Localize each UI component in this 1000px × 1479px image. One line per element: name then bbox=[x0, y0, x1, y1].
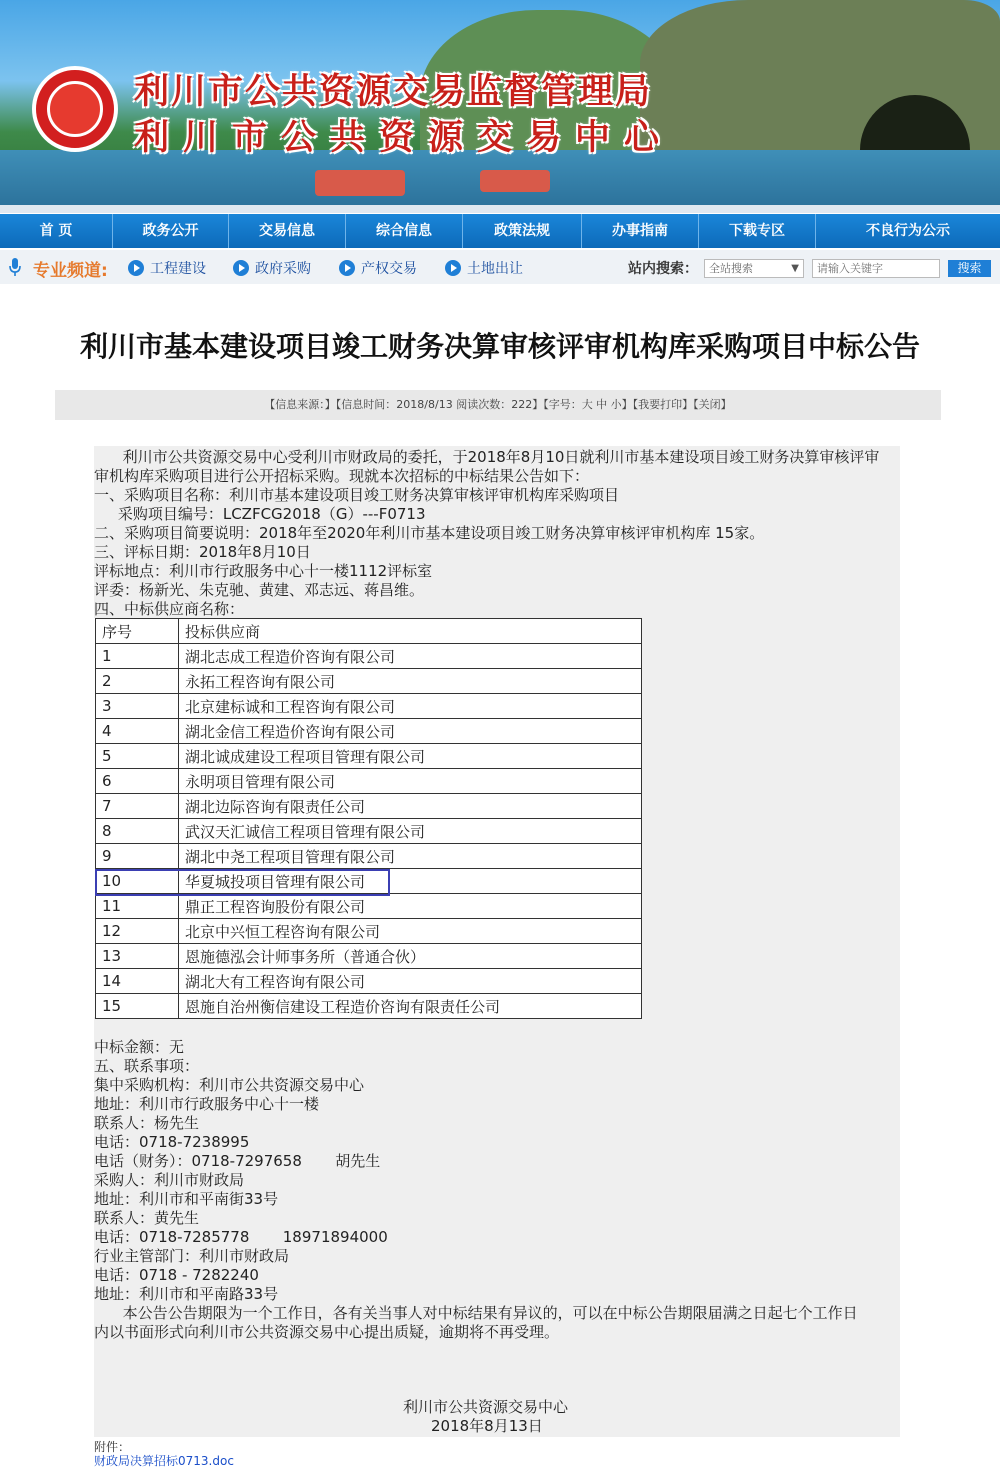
search-button[interactable]: 搜索 bbox=[948, 260, 991, 277]
channel-link-label: 产权交易 bbox=[361, 261, 417, 277]
channel-link-procurement[interactable] bbox=[233, 258, 311, 278]
search-scope-value: 全站搜索 bbox=[709, 262, 753, 275]
table-row bbox=[96, 944, 642, 969]
supplier-name: 恩施自治州衡信建设工程造价咨询有限责任公司 bbox=[179, 994, 642, 1019]
banner-stripe bbox=[0, 205, 1000, 213]
play-circle-icon bbox=[445, 260, 461, 276]
play-circle-icon bbox=[128, 260, 144, 276]
intro-line: 三、评标日期：2018年8月10日 bbox=[94, 543, 311, 561]
column-header-supplier: 投标供应商 bbox=[179, 619, 642, 644]
banner-title-center: 利川市公共资源交易中心 bbox=[134, 117, 674, 158]
play-circle-icon bbox=[233, 260, 249, 276]
supplier-name: 永拓工程咨询有限公司 bbox=[179, 669, 642, 694]
nav-item-home[interactable]: 首 页 bbox=[0, 214, 113, 248]
attachment-label: 附件： bbox=[94, 1440, 131, 1454]
table-row bbox=[96, 894, 642, 919]
play-circle-icon bbox=[339, 260, 355, 276]
supplier-name: 鼎正工程咨询股份有限公司 bbox=[179, 894, 642, 919]
body-line: 地址：利川市行政服务中心十一楼 bbox=[94, 1095, 320, 1113]
intro-line: 四、中标供应商名称： bbox=[94, 600, 245, 618]
table-row bbox=[96, 919, 642, 944]
microphone-icon bbox=[8, 257, 22, 277]
page-title: 利川市基本建设项目竣工财务决算审核评审机构库采购项目中标公告 bbox=[79, 330, 920, 363]
supplier-name: 湖北金信工程造价咨询有限公司 bbox=[179, 719, 642, 744]
signature: 利川市公共资源交易中心 bbox=[403, 1398, 569, 1416]
selection-highlight bbox=[95, 869, 390, 896]
supplier-name: 北京中兴恒工程咨询有限公司 bbox=[179, 919, 642, 944]
channel-link-land[interactable] bbox=[445, 258, 523, 278]
nav-item-misconduct[interactable]: 不良行为公示 bbox=[866, 223, 950, 239]
row-number: 7 bbox=[96, 794, 179, 819]
winning-bidders-table bbox=[95, 618, 642, 1019]
row-number: 9 bbox=[96, 844, 179, 869]
table-row bbox=[96, 794, 642, 819]
supplier-name: 湖北大有工程咨询有限公司 bbox=[179, 969, 642, 994]
supplier-name: 湖北志成工程造价咨询有限公司 bbox=[179, 644, 642, 669]
table-row bbox=[96, 994, 642, 1019]
intro-line: 一、采购项目名称：利川市基本建设项目竣工财务决算审核评审机构库采购项目 bbox=[94, 486, 620, 504]
supplier-name: 华夏城投项目管理有限公司 bbox=[179, 869, 642, 894]
table-row bbox=[96, 844, 642, 869]
intro-line: 评委：杨新光、朱克驰、黄建、邓志远、蒋昌维。 bbox=[94, 581, 425, 599]
body-line: 五、联系事项： bbox=[94, 1057, 200, 1075]
banner-boat bbox=[480, 170, 550, 192]
table-row bbox=[96, 744, 642, 769]
row-number: 5 bbox=[96, 744, 179, 769]
body-line: 联系人：黄先生 bbox=[94, 1209, 200, 1227]
supplier-name: 湖北诚成建设工程项目管理有限公司 bbox=[179, 744, 642, 769]
body-line: 电话：0718-7238995 bbox=[94, 1133, 250, 1151]
row-number: 10 bbox=[96, 869, 179, 894]
intro-line: 二、采购项目简要说明：2018年至2020年利川市基本建设项目竣工财务决算审核评审机构库 15家。 bbox=[94, 524, 765, 542]
banner-title-bureau: 利川市公共资源交易监督管理局 bbox=[134, 71, 653, 112]
search-label: 站内搜索： bbox=[628, 261, 698, 277]
nav-item-government-affairs[interactable]: 政务公开 bbox=[113, 214, 229, 248]
row-number: 6 bbox=[96, 769, 179, 794]
site-logo bbox=[32, 66, 118, 152]
column-header-number: 序号 bbox=[96, 619, 179, 644]
nav-item-downloads[interactable]: 下载专区 bbox=[699, 214, 816, 248]
body-line: 电话：0718-7285778 18971894000 bbox=[94, 1228, 388, 1246]
channel-link-construction[interactable] bbox=[128, 258, 206, 278]
body-line: 内以书面形式向利川市公共资源交易中心提出质疑，逾期将不再受理。 bbox=[94, 1323, 560, 1341]
channel-link-label: 政府采购 bbox=[255, 261, 311, 277]
row-number: 12 bbox=[96, 919, 179, 944]
main-nav bbox=[0, 214, 1000, 248]
table-row bbox=[96, 719, 642, 744]
signature-date: 2018年8月13日 bbox=[431, 1417, 543, 1435]
article-meta: 【信息来源：】【信息时间：2018/8/13 阅读次数：222】【字号：大 中 小】【我要打印】【关闭】 bbox=[55, 390, 941, 420]
table-row bbox=[96, 969, 642, 994]
table-row bbox=[96, 769, 642, 794]
body-line: 本公告公告期限为一个工作日，各有关当事人对中标结果有异议的，可以在中标公告期限届满之日起七个工作日 bbox=[94, 1304, 858, 1322]
row-number: 11 bbox=[96, 894, 179, 919]
nav-item-trade-info[interactable]: 交易信息 bbox=[229, 214, 346, 248]
intro-line: 采购项目编号：LCZFCG2018（G）---F0713 bbox=[94, 505, 426, 523]
channel-link-property[interactable] bbox=[339, 258, 417, 278]
content-shade bbox=[642, 618, 900, 1017]
nav-item-guide[interactable]: 办事指南 bbox=[582, 214, 699, 248]
table-row bbox=[96, 644, 642, 669]
search-input[interactable] bbox=[812, 259, 940, 278]
channel-link-label: 工程建设 bbox=[150, 261, 206, 277]
row-number: 13 bbox=[96, 944, 179, 969]
body-line: 采购人：利川市财政局 bbox=[94, 1171, 245, 1189]
supplier-name: 湖北边际咨询有限责任公司 bbox=[179, 794, 642, 819]
chevron-down-icon: ▼ bbox=[791, 263, 799, 274]
channel-label: 专业频道: bbox=[33, 261, 108, 281]
table-row bbox=[96, 669, 642, 694]
supplier-name: 北京建标诚和工程咨询有限公司 bbox=[179, 694, 642, 719]
body-line: 电话：0718 - 7282240 bbox=[94, 1266, 259, 1284]
header-banner bbox=[0, 0, 1000, 213]
intro-line: 利川市公共资源交易中心受利川市财政局的委托，于2018年8月10日就利川市基本建设项目竣工财务决算审核评审 bbox=[94, 448, 880, 466]
row-number: 15 bbox=[96, 994, 179, 1019]
body-line: 电话（财务）：0718-7297658 胡先生 bbox=[94, 1152, 381, 1170]
nav-item-policies[interactable]: 政策法规 bbox=[463, 214, 582, 248]
nav-item-general-info[interactable]: 综合信息 bbox=[346, 214, 463, 248]
supplier-name: 恩施德泓会计师事务所（普通合伙） bbox=[179, 944, 642, 969]
intro-line: 审机构库采购项目进行公开招标采购。现就本次招标的中标结果公告如下： bbox=[94, 467, 590, 485]
body-line: 集中采购机构：利川市公共资源交易中心 bbox=[94, 1076, 365, 1094]
row-number: 1 bbox=[96, 644, 179, 669]
row-number: 8 bbox=[96, 819, 179, 844]
body-line: 中标金额：无 bbox=[94, 1038, 185, 1056]
supplier-name: 湖北中尧工程项目管理有限公司 bbox=[179, 844, 642, 869]
supplier-name: 武汉天汇诚信工程项目管理有限公司 bbox=[179, 819, 642, 844]
row-number: 3 bbox=[96, 694, 179, 719]
row-number: 14 bbox=[96, 969, 179, 994]
body-line: 行业主管部门：利川市财政局 bbox=[94, 1247, 290, 1265]
supplier-name: 永明项目管理有限公司 bbox=[179, 769, 642, 794]
table-header-row bbox=[96, 619, 642, 644]
body-line: 地址：利川市和平南路33号 bbox=[94, 1285, 279, 1303]
intro-line: 评标地点：利川市行政服务中心十一楼1112评标室 bbox=[94, 562, 433, 580]
row-number: 4 bbox=[96, 719, 179, 744]
body-line: 地址：利川市和平南街33号 bbox=[94, 1190, 279, 1208]
table-row bbox=[96, 819, 642, 844]
attachment-link[interactable]: 财政局决算招标0713.doc bbox=[94, 1454, 234, 1468]
channel-link-label: 土地出让 bbox=[467, 261, 523, 277]
table-row bbox=[96, 694, 642, 719]
search-scope-select[interactable] bbox=[704, 259, 804, 278]
body-line: 联系人：杨先生 bbox=[94, 1114, 200, 1132]
banner-boat bbox=[315, 170, 405, 196]
row-number: 2 bbox=[96, 669, 179, 694]
